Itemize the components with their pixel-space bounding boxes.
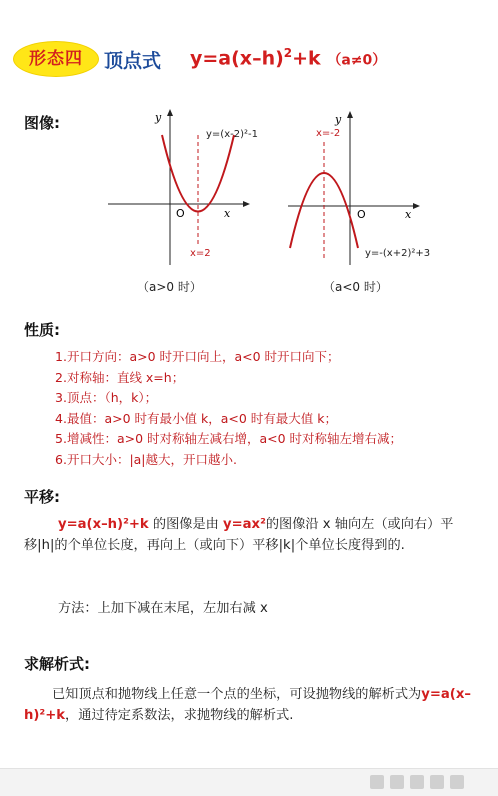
graph-a-y-label: y	[155, 111, 162, 124]
title-condition: （a≠0）	[327, 52, 387, 69]
property-item: 3.顶点：（h，k）；	[55, 390, 158, 405]
title-formula-main: y=a(x–h)	[190, 47, 284, 70]
graph-a-origin: O	[176, 207, 185, 220]
property-item: 2.对称轴：直线 x=h；	[55, 369, 185, 385]
toolbar-button-icon[interactable]	[370, 775, 384, 789]
graph-a-x-label: x	[224, 207, 231, 220]
graph-a-negative	[280, 100, 430, 270]
property-item: 6.开口大小：|a|越大，开口越小.	[55, 451, 237, 467]
toolbar-button-icon[interactable]	[410, 775, 424, 789]
properties-label: 性质:	[24, 321, 60, 339]
property-item: 5.增减性：a>0 时对称轴左减右增，a<0 时对称轴左增右减；	[55, 431, 403, 446]
title-formula-tail: +k	[292, 47, 321, 70]
graph-a-positive	[100, 100, 258, 270]
graph-a-line-label: x=2	[190, 248, 211, 259]
toolbar-button-icon[interactable]	[450, 775, 464, 789]
property-item: 4.最值：a>0 时有最小值 k，a<0 时有最大值 k；	[55, 410, 337, 426]
translation-paragraph: y=a(x–h)²+k 的图像是由 y=ax²的图像沿 x 轴向左（或向右）平移|h|的个单位长度，再向上（或向下）平移|k|个单位长度得到的.	[24, 517, 454, 553]
graph-b-line-label: x=-2	[316, 128, 341, 139]
translation-formula-b: y=ax²	[223, 517, 266, 532]
solve-paragraph: 已知顶点和抛物线上任意一个点的坐标，可设抛物线的解析式为y=a(x–h)²+k，通过待定系数法，求抛物线的解析式.	[24, 687, 471, 723]
graph-a-curve-label: y=(x-2)²-1	[206, 129, 258, 140]
viewer-toolbar-buttons[interactable]	[370, 774, 470, 793]
toolbar-button-icon[interactable]	[430, 775, 444, 789]
graph-a-caption: （a>0 时）	[137, 280, 202, 294]
toolbar-button-icon[interactable]	[390, 775, 404, 789]
translation-formula-a: y=a(x–h)²+k	[58, 517, 149, 532]
property-item: 1.开口方向：a>0 时开口向上，a<0 时开口向下；	[55, 349, 340, 364]
title-formula	[190, 46, 386, 69]
solve-label: 求解析式:	[24, 655, 90, 673]
title-formula-exponent: 2	[283, 46, 293, 60]
graph-b-curve-label: y=-(x+2)²+3	[365, 248, 431, 259]
graph-b-y-label: y	[335, 113, 342, 126]
topic-badge: 形态四	[14, 42, 98, 76]
properties-list	[55, 347, 402, 470]
solve-formula: y=a(x–h)²+k	[24, 687, 471, 723]
graph-b-caption: （a<0 时）	[323, 280, 388, 294]
translation-label: 平移:	[24, 488, 60, 506]
image-section-label: 图像:	[24, 114, 60, 132]
translation-method: 方法：上加下减在末尾，左加右减 x	[58, 601, 268, 616]
graph-b-x-label: x	[405, 208, 412, 221]
graph-b-origin: O	[357, 208, 366, 221]
page-title: 顶点式	[104, 50, 162, 72]
